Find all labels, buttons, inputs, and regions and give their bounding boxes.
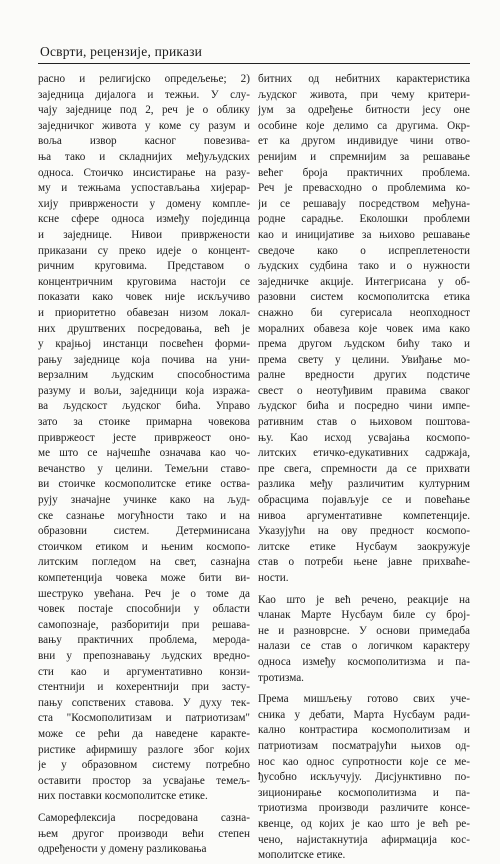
text-line: пре свега, спремности да се прихвати bbox=[258, 462, 470, 475]
text-line: Саморефлексија посредована сазна- bbox=[38, 811, 250, 824]
text-line: показати како човек није искључиво bbox=[38, 291, 250, 304]
text-line: јум за одређење битности јесу оне bbox=[258, 104, 470, 117]
text-line: њу. Као исход усвајања космопо- bbox=[258, 431, 470, 444]
text-line: ске сазнање могућности тако и на bbox=[38, 509, 250, 522]
text-line: квенце, од којих је као што је већ ре- bbox=[258, 817, 470, 830]
text-line: моралних обавеза које човек има како bbox=[258, 322, 470, 335]
text-line: чланак Марте Нусбаум биле су број- bbox=[258, 609, 470, 622]
text-line: кално контрастира космополитизам и bbox=[258, 724, 470, 737]
text-line: према свету у целини. Увиђање мо- bbox=[258, 353, 470, 366]
running-head: Осврти, рецензије, прикази bbox=[40, 44, 203, 59]
text-line: ристике афирмишу разлоге због којих bbox=[38, 743, 250, 756]
text-line: не и разноврсне. У основи примедаба bbox=[258, 624, 470, 637]
text-line: снажно би сугерисала неопходност bbox=[258, 306, 470, 319]
text-line: њем другог производи већи степен bbox=[38, 827, 250, 840]
text-line: ренијим и спремнијим за решавање bbox=[258, 150, 470, 163]
text-line: сти као и аргументативно конзи- bbox=[38, 665, 250, 678]
text-line: вечанство у целини. Темељни ставо- bbox=[38, 462, 250, 475]
text-line: пању сопствених ставова. У духу тек- bbox=[38, 696, 250, 709]
text-line: разлика међу различитим културним bbox=[258, 478, 470, 491]
text-line: самопознаје, разборитији при решава- bbox=[38, 618, 250, 631]
text-line: вни у препознавању људских вредно- bbox=[38, 649, 250, 662]
text-line: литске етике Нусбаум заокружује bbox=[258, 540, 470, 553]
text-line: разовни систем космополитска етика bbox=[258, 291, 470, 304]
text-line: приказани су преко идеје о концент- bbox=[38, 244, 250, 257]
text-line: ња тако и складнијих међуљудских bbox=[38, 150, 250, 163]
text-line: разуму и вољи, заједници која изража- bbox=[38, 384, 250, 397]
text-line: ксне сфере односа између појединца bbox=[38, 213, 250, 226]
text-line: триотизма производи различите консе- bbox=[258, 802, 470, 815]
text-line: односа између космополитизма и па- bbox=[258, 655, 470, 668]
text-line: сведоче како о испреплетености bbox=[258, 244, 470, 257]
text-line: људског бића и посредно чини импе- bbox=[258, 400, 470, 413]
text-line: заједничког живота у коме су разум и bbox=[38, 119, 250, 132]
text-line: ративним став о њиховом поштова- bbox=[258, 416, 470, 429]
text-line: рују значајне учинке како на људ- bbox=[38, 494, 250, 507]
text-line: образовни систем. Детерминисана bbox=[38, 525, 250, 538]
text-line: стоичком етиком и њеним космопо- bbox=[38, 540, 250, 553]
text-line: и заједнице. Нивои привржености bbox=[38, 228, 250, 241]
text-line: вању практичних проблема, мерода- bbox=[38, 634, 250, 647]
text-line: заједничке акције. Интегрисана у об- bbox=[258, 275, 470, 288]
text-line: као и иницијативе за њихово решавање bbox=[258, 228, 470, 241]
text-line: налази се став о логичком карактеру bbox=[258, 640, 470, 653]
text-line: них поставки космополитске етике. bbox=[38, 790, 208, 803]
text-line: нос као однос супротности које се ме- bbox=[258, 755, 470, 768]
text-line: људског живота, при чему критери- bbox=[258, 88, 470, 101]
text-line: хију привржености у домену компле- bbox=[38, 197, 250, 210]
right-column bbox=[258, 72, 470, 864]
text-line: воља извор касног повезива- bbox=[38, 135, 250, 148]
text-line: човек постаје способнији у области bbox=[38, 603, 250, 616]
text-line: му и тежњама успостављања хијерар- bbox=[38, 182, 250, 195]
text-line: свест о неотуђивим правима сваког bbox=[258, 384, 470, 397]
text-line: зато за стоике примарна човекова bbox=[38, 416, 250, 429]
text-line: ности. bbox=[258, 572, 289, 584]
text-line: мополитске етике. bbox=[258, 849, 346, 862]
text-line: битних од небитних карактеристика bbox=[258, 73, 470, 85]
text-line: оставити простор за усвајање темељ- bbox=[38, 774, 250, 787]
text-line: концентричним круговима настоји се bbox=[38, 275, 250, 288]
text-line: ме што се најчешће означава као чо- bbox=[38, 447, 250, 460]
text-line: ва људскост људског бића. Управо bbox=[38, 400, 250, 413]
text-line: Као што је већ речено, реакције на bbox=[258, 593, 470, 606]
text-line: људских судбина тако и о нужности bbox=[258, 260, 470, 273]
text-line: заједница дијалога и тежњи. У слу- bbox=[38, 88, 250, 101]
text-line: тротизма. bbox=[258, 671, 304, 684]
text-line: у крајњој инстанци посвећен форми- bbox=[38, 338, 250, 351]
text-line: ралне вредности других подстиче bbox=[258, 369, 470, 382]
text-line: литских етичко-едукативних садржаја, bbox=[258, 447, 470, 460]
text-line: Према мишљењу готово свих уче- bbox=[258, 693, 470, 706]
text-line: ста "Космополитизам и патриотизам" bbox=[38, 712, 250, 725]
text-line: одређености у домену разликовања bbox=[38, 843, 207, 856]
text-line: сника у дебати, Марта Нусбаум ради- bbox=[258, 708, 470, 721]
text-line: компетенција човека може бити ви- bbox=[38, 572, 250, 584]
text-line: родне сарадње. Еколошки проблеми bbox=[258, 213, 470, 226]
text-line: чају заједнице под 2, реч је о облику bbox=[38, 104, 250, 117]
text-line: став о потреби њене јавне прихваће- bbox=[258, 556, 470, 569]
text-line: литским погледом на свет, сазнајна bbox=[38, 556, 250, 569]
text-line: чено, најистакнутија афирмација кос- bbox=[258, 833, 470, 846]
header-rule bbox=[38, 63, 470, 64]
text-line: расно и религијско опредељење; 2) bbox=[38, 73, 250, 85]
left-column bbox=[38, 72, 250, 858]
text-line: већег броја практичних проблема. bbox=[258, 166, 470, 179]
text-line: ви стоичке космополитске етике оства- bbox=[38, 478, 250, 491]
text-line: нивоа аргументативне компетенције. bbox=[258, 509, 470, 522]
text-line: ет ка другом индивидуе чини отво- bbox=[258, 135, 470, 148]
text-line: може се рећи да наведене каракте- bbox=[38, 727, 250, 740]
text-line: је у образовном систему потребно bbox=[38, 759, 250, 772]
text-line: зиционирање космополитизма и па- bbox=[258, 786, 470, 799]
text-line: стентнији и кохерентнији при засту- bbox=[38, 681, 250, 694]
text-line: према другом људском бићу тако и bbox=[258, 338, 470, 351]
text-line: привржеост јесте привржеост оно- bbox=[38, 431, 250, 444]
text-line: ђусобно искључују. Дисјунктивно по- bbox=[258, 771, 470, 784]
text-line: и приоритетно обавезан низом локал- bbox=[38, 306, 250, 319]
text-line: них друштвених посредовања, већ је bbox=[38, 322, 250, 335]
text-line: патриотизам посматрајући њихов од- bbox=[258, 739, 470, 752]
text-line: односа. Стоичко инсистирање на разу- bbox=[38, 166, 250, 179]
text-line: рању заједнице која почива на уни- bbox=[38, 353, 250, 366]
text-line: обрасцима појављује се и повећање bbox=[258, 494, 470, 507]
text-line: шеструко увећана. Реч је о томе да bbox=[38, 587, 250, 600]
text-line: верзалним људским способностима bbox=[38, 369, 250, 382]
text-line: ји се решавају посредством међуна- bbox=[258, 197, 470, 210]
text-line: Указујући на ову предност космопо- bbox=[258, 525, 470, 538]
text-line: ричним круговима. Представом о bbox=[38, 260, 250, 273]
text-line: особине које делимо са другима. Окр- bbox=[258, 119, 470, 132]
text-line: Реч је превасходно о проблемима ко- bbox=[258, 182, 470, 195]
